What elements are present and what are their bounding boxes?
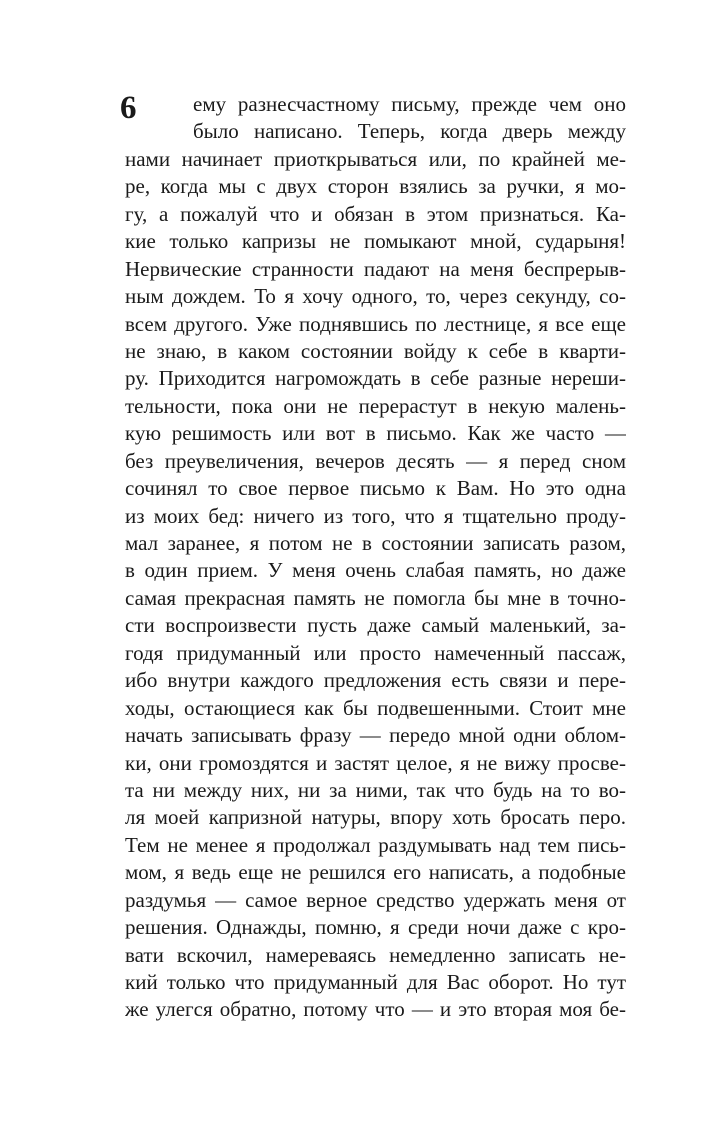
text-line: самая прекрасная память не помогла бы мне в точно-	[125, 585, 626, 610]
text-line: кие только капризы не помыкают мной, сударыня!	[125, 229, 626, 254]
text-line: гу, а пожалуй что и обязан в этом признаться. Ка-	[125, 201, 626, 226]
text-line: сочинял то свое первое письмо к Вам. Но это одна	[125, 476, 626, 501]
text-line: тельности, пока они не перерастут в некую малень-	[125, 393, 626, 418]
text-line: раздумья — самое верное средство удержать меня от	[125, 887, 626, 912]
text-line: в один прием. У меня очень слабая память, но даже	[125, 558, 626, 583]
text-line: кую решимость или вот в письмо. Как же часто —	[125, 421, 626, 446]
text-line: мал заранее, я потом не в состоянии записать разом,	[125, 531, 626, 555]
text-line: же улегся обратно, потому что — и это вторая моя бе-	[125, 997, 626, 1022]
text-line: начать записывать фразу — передо мной одни облом-	[125, 723, 626, 748]
text-line: ля моей капризной натуры, впору хоть бросать перо.	[125, 805, 626, 830]
text-line: Тем не менее я продолжал раздумывать над тем пись-	[125, 832, 626, 857]
text-line: всем другого. Уже поднявшись по лестнице, я все еще	[125, 311, 626, 336]
text-line: решения. Однажды, помню, я среди ночи даже с кро-	[125, 915, 626, 940]
text-line: ему разнесчастному письму, прежде чем оно	[193, 92, 626, 116]
text-line: Нервические странности падают на меня беспрерыв-	[125, 256, 626, 281]
text-line: ру. Приходится нагромождать в себе разные нереши-	[125, 366, 626, 391]
text-line: из моих бед: ничего из того, что я тщательно проду-	[125, 503, 626, 528]
text-line: кий только что придуманный для Вас оборот. Но тут	[125, 970, 626, 994]
text-line: ибо внутри каждого предложения есть связи и пере-	[125, 668, 626, 693]
text-line: та ни между них, ни за ними, так что будь на то во-	[125, 777, 626, 802]
text-line: годя придуманный или просто намеченный пассаж,	[125, 640, 626, 665]
text-line: без преувеличения, вечеров десять — я перед сном	[125, 448, 626, 473]
text-line: ным дождем. То я хочу одного, то, через секунду, со-	[125, 284, 626, 309]
text-line: ки, они громоздятся и застят целое, я не вижу просве-	[125, 750, 626, 775]
body-text	[125, 91, 626, 1024]
text-line: ре, когда мы с двух сторон взялись за ручки, я мо-	[125, 174, 626, 199]
text-line: нами начинает приоткрываться или, по крайней ме-	[125, 146, 626, 171]
text-line: вати вскочил, намереваясь немедленно записать не-	[125, 942, 626, 967]
text-line: ходы, остающиеся как бы подвешенными. Стоит мне	[125, 695, 626, 720]
text-line: сти воспроизвести пусть даже самый маленький, за-	[125, 613, 626, 638]
page-number: 6	[120, 90, 137, 126]
text-line: мом, я ведь еще не решился его написать, а подобные	[125, 860, 626, 885]
text-line: не знаю, в каком состоянии войду к себе в кварти-	[125, 338, 626, 363]
text-line: было написано. Теперь, когда дверь между	[193, 119, 626, 144]
